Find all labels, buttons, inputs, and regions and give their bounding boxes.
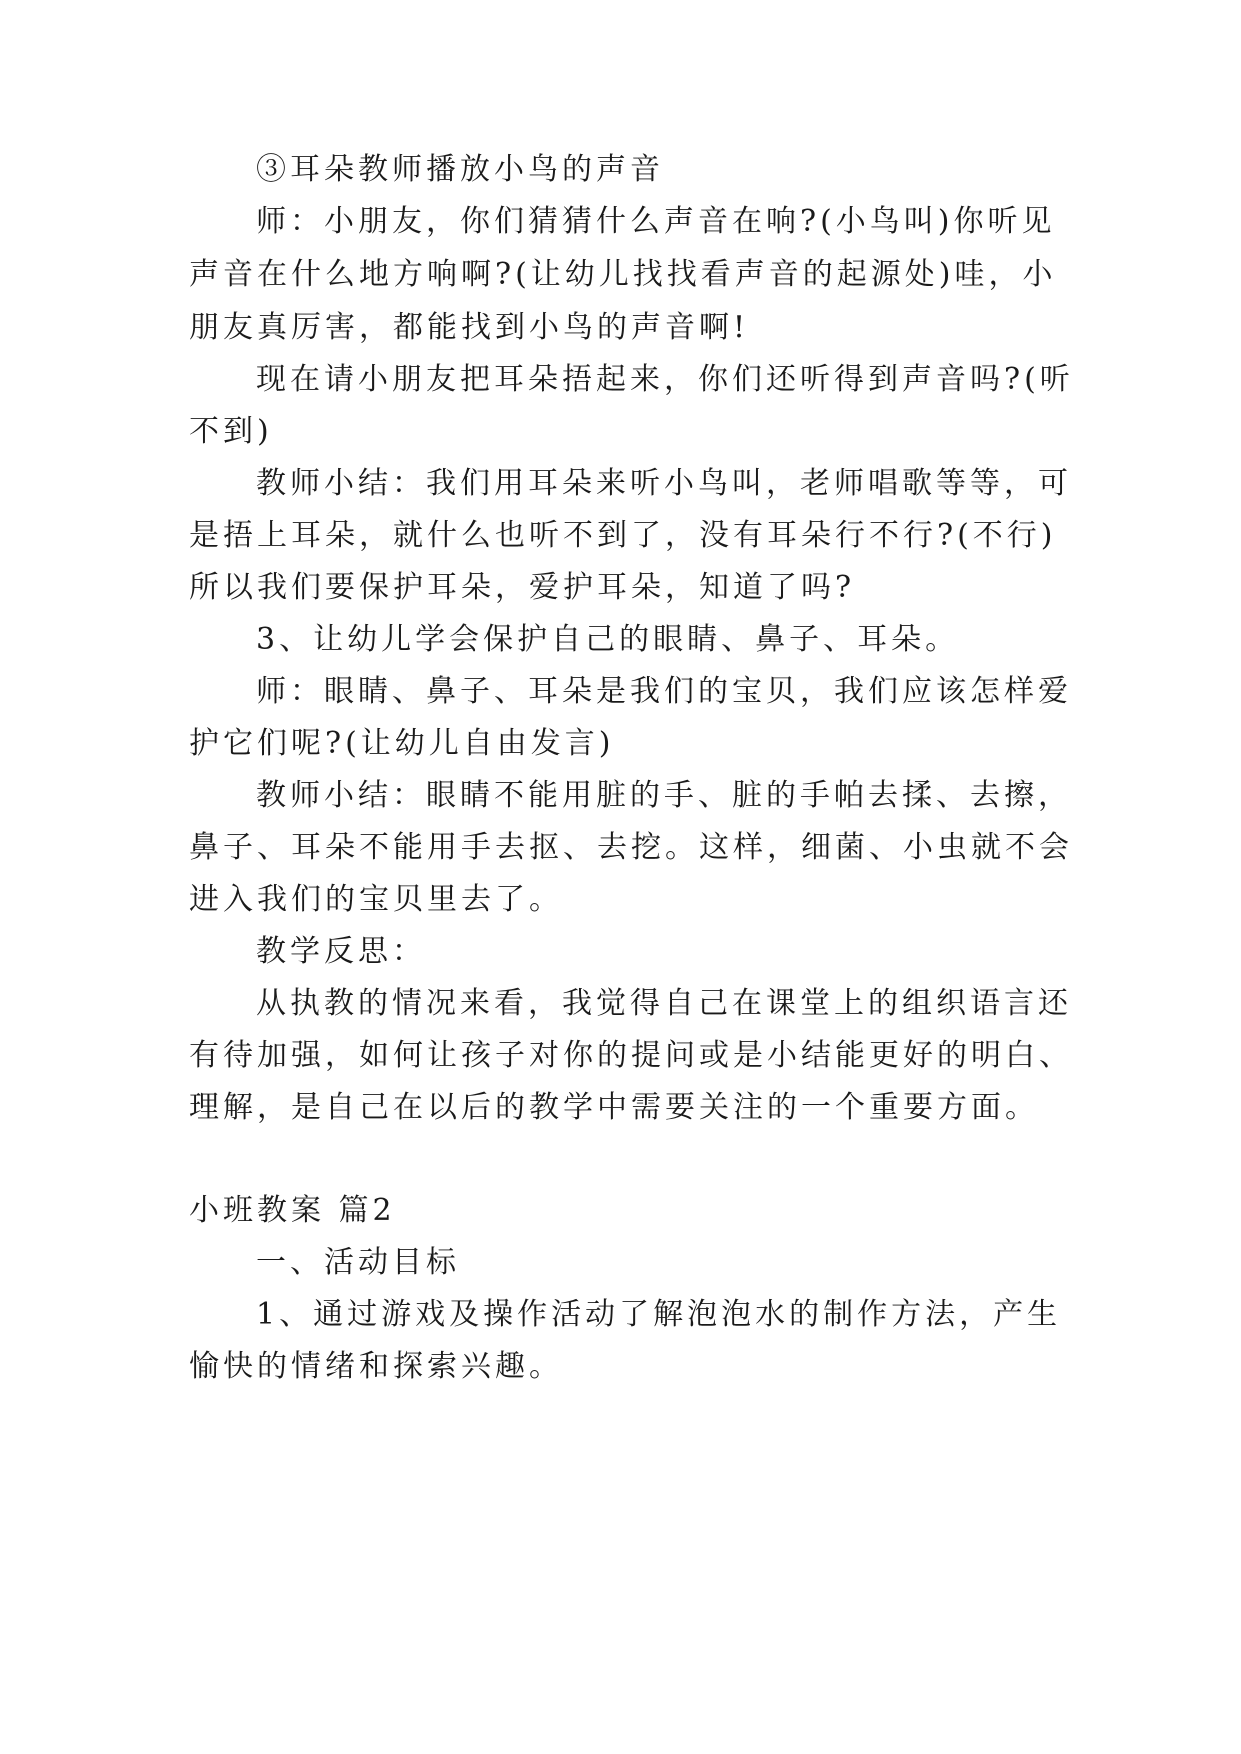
text-line: 从执教的情况来看，我觉得自己在课堂上的组织语言还 bbox=[256, 986, 1072, 1021]
text-line: 师：小朋友，你们猜猜什么声音在响?(小鸟叫)你听见 bbox=[256, 204, 1056, 239]
step-heading: 3、让幼儿学会保护自己的眼睛、鼻子、耳朵。 bbox=[256, 622, 960, 657]
text-line: 师：眼睛、鼻子、耳朵是我们的宝贝，我们应该怎样爱 bbox=[256, 674, 1072, 709]
section-title: 小班教案 篇2 bbox=[189, 1193, 396, 1228]
text-line: 教师小结：我们用耳朵来听小鸟叫，老师唱歌等等，可 bbox=[256, 466, 1072, 501]
text-line: 教师小结：眼睛不能用脏的手、脏的手帕去揉、去擦， bbox=[256, 778, 1072, 813]
text-line: 1、通过游戏及操作活动了解泡泡水的制作方法，产生 bbox=[256, 1297, 1062, 1332]
text-line: 理解，是自己在以后的教学中需要关注的一个重要方面。 bbox=[189, 1090, 1039, 1125]
text-line: 护它们呢?(让幼儿自由发言) bbox=[189, 726, 615, 761]
text-line: 所以我们要保护耳朵，爱护耳朵，知道了吗? bbox=[189, 570, 856, 605]
text-line: 进入我们的宝贝里去了。 bbox=[189, 882, 563, 917]
activity-goals-heading: 一、活动目标 bbox=[256, 1245, 460, 1280]
reflection-heading: 教学反思： bbox=[256, 934, 426, 969]
text-line: 声音在什么地方响啊?(让幼儿找找看声音的起源处)哇，小 bbox=[189, 257, 1057, 292]
heading-ear-activity: ③耳朵教师播放小鸟的声音 bbox=[256, 152, 664, 187]
text-line: 朋友真厉害，都能找到小鸟的声音啊! bbox=[189, 310, 750, 345]
text-line: 现在请小朋友把耳朵捂起来，你们还听得到声音吗?(听 bbox=[256, 362, 1074, 397]
text-line: 不到) bbox=[189, 414, 273, 449]
text-line: 鼻子、耳朵不能用手去抠、去挖。这样，细菌、小虫就不会 bbox=[189, 830, 1073, 865]
text-line: 有待加强，如何让孩子对你的提问或是小结能更好的明白、 bbox=[189, 1038, 1073, 1073]
text-line: 是捂上耳朵，就什么也听不到了，没有耳朵行不行?(不行) bbox=[189, 518, 1057, 553]
text-line: 愉快的情绪和探索兴趣。 bbox=[189, 1349, 563, 1384]
